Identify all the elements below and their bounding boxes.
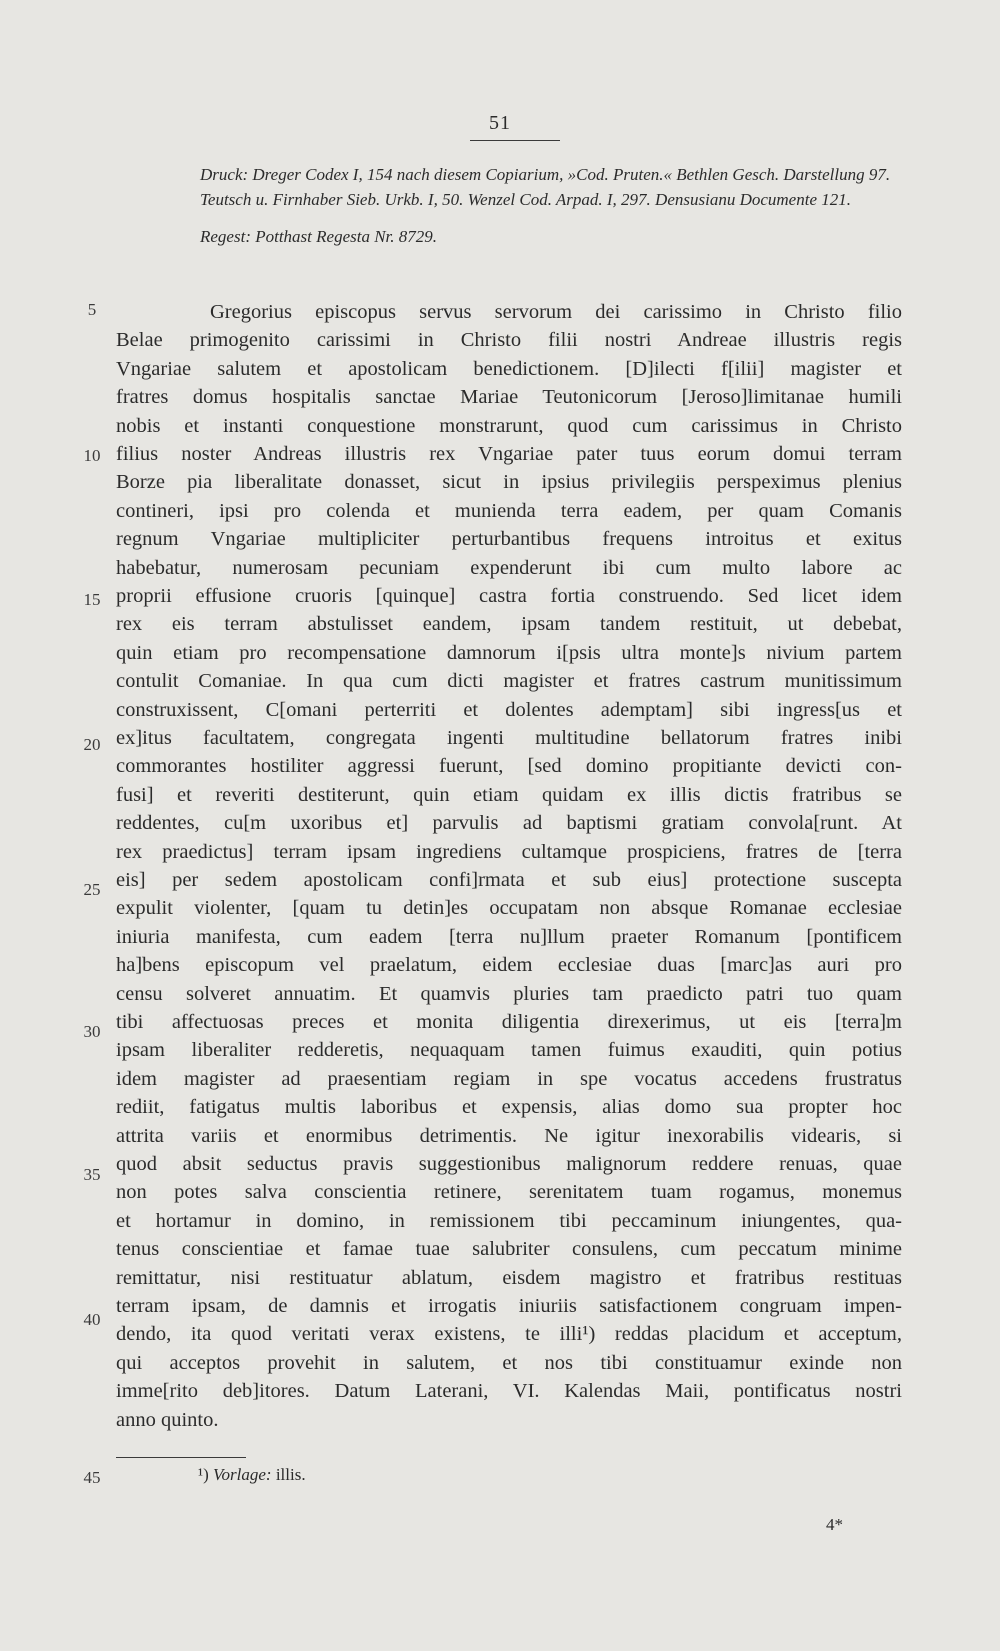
body-line: commorantes hostiliter aggressi fuerunt, [sed domino propitiante devicti con- [116,755,902,778]
page-number: 51 [489,112,511,134]
body-line: ipsam liberaliter redderetis, nequaquam tamen fuimus exauditi, quin potius [116,1039,902,1062]
body-line: tibi affectuosas preces et monita diligentia direxerimus, ut eis [terra]m [116,1011,902,1033]
body-line: fusi] et reveriti destiterunt, quin etiam quidam ex illis dictis fratribus se [116,783,902,806]
body-line: reddentes, cu[m uxoribus et] parvulis ad baptismi gratiam convola[runt. At [116,812,902,835]
body-line: quod absit seductus pravis suggestionibus malignorum reddere renuas, quae [116,1153,902,1175]
body-line: Belae primogenito carissimi in Christo filii nostri Andreae illustris regis [116,329,902,352]
body-line: rex praedictus] terram ipsam ingrediens cultamque prospiciens, fratres de [terra [116,840,902,863]
body-line: qui acceptos provehit in salutem, et nos tibi constituamur exinde non [116,1351,902,1374]
sources-block [200,162,910,249]
line-number: 25 [83,880,101,899]
page-number-rule [470,140,560,141]
line-number: 15 [83,590,101,609]
body-line: rediit, fatigatus multis laboribus et expensis, alias domo sua propter hoc [116,1096,902,1119]
body-line: idem magister ad praesentiam regiam in spe vocatus accedens frustratus [116,1067,902,1090]
body-line: terram ipsam, de damnis et irrogatis iniuriis satisfactionem congruam impen- [116,1295,902,1317]
body-line: et hortamur in domino, in remissionem tibi peccaminum iniungentes, qua- [116,1209,902,1232]
body-line: Vngariae salutem et apostolicam benedictionem. [D]ilecti f[ilii] magister et [116,357,902,380]
line-number: 30 [83,1022,101,1041]
body-line: attrita variis et enormibus detrimentis. Ne igitur inexorabilis videaris, si [116,1124,902,1147]
regest-citation: Regest: Potthast Regesta Nr. 8729. [200,227,438,246]
body-line: expulit violenter, [quam tu detin]es occupatam non absque Romanae ecclesiae [116,897,902,920]
footnote-text: illis. [275,1465,306,1484]
body-line: ha]bens episcopum vel praelatum, eidem ecclesiae duas [marc]as auri pro [116,954,902,977]
footnote-rule [116,1457,246,1458]
body-line: iniuria manifesta, cum eadem [terra nu]llum praeter Romanum [pontificem [116,925,902,948]
body-line: rex eis terram abstulisset eandem, ipsam tandem restituit, ut debebat, [116,613,902,636]
body-line: censu solveret annuatim. Et quamvis pluries tam praedicto patri tuo quam [116,982,902,1005]
line-number: 20 [83,735,101,754]
body-line: remittatur, nisi restituatur ablatum, eisdem magistro et fratribus restituas [116,1266,902,1289]
body-line: imme[rito deb]itores. Datum Laterani, VI. Kalendas Maii, pontificatus nostri [116,1380,902,1403]
body-line: tenus conscientiae et famae tuae salubriter consulens, cum peccatum minime [116,1238,902,1261]
body-line: proprii effusione cruoris [quinque] castra fortia construendo. Sed licet idem [116,585,902,607]
line-number: 45 [83,1468,101,1487]
body-line: quin etiam pro recompensatione damnorum i[psis ultra monte]s nivium partem [116,641,902,664]
footnote-label: Vorlage: [213,1465,272,1484]
body-line: nobis et instanti conquestione monstrarunt, quod cum carissimus in Christo [116,414,902,437]
body-line: ex]itus facultatem, congregata ingenti multitudine bellatorum fratres inibi [116,727,902,749]
body-line: regnum Vngariae multipliciter perturbantibus frequens introitus et exitus [116,528,902,551]
line-number: 40 [83,1310,101,1329]
signature-mark: 4* [826,1515,843,1534]
body-line: habebatur, numerosam pecuniam expenderunt ibi cum multo labore ac [116,556,902,579]
body-line: Gregorius episcopus servus servorum dei carissimo in Christo filio [210,301,902,323]
body-line: contineri, ipsi pro colenda et munienda terra eadem, per quam Comanis [116,499,902,522]
body-line: contulit Comaniae. In qua cum dicti magister et fratres castrum munitissimum [116,670,902,693]
body-line: fratres domus hospitalis sanctae Mariae Teutonicorum [Jeroso]limitanae humili [116,386,902,409]
body-line: construxissent, C[omani perterriti et dolentes ademptam] sibi ingress[us et [116,698,902,721]
body-line: dendo, ita quod veritati verax existens, te illi¹) reddas placidum et acceptum, [116,1323,902,1346]
body-line: non potes salva conscientia retinere, serenitatem tuam rogamus, monemus [116,1181,902,1204]
line-number: 5 [87,300,97,319]
line-number: 35 [83,1165,101,1184]
druck-citation: Druck: Dreger Codex I, 154 nach diesem Copiarium, »Cod. Pruten.« Bethlen Gesch. Darstellung 97. Teutsch u. Firnhaber Sieb. Urkb. I, 50. Wenzel Cod. Arpad. I, 297. Densusianu Documente 121. [200,165,891,209]
footnote [198,1465,306,1485]
footnote-marker: ¹) [198,1465,209,1484]
line-number: 10 [83,446,101,465]
body-line: anno quinto. [116,1408,219,1431]
body-line: Borze pia liberalitate donasset, sicut in ipsius privilegiis perspeximus plenius [116,471,902,494]
body-line: eis] per sedem apostolicam confi]rmata et sub eius] protectione suscepta [116,869,902,891]
body-line: filius noster Andreas illustris rex Vngariae pater tuus eorum domui terram [116,443,902,465]
